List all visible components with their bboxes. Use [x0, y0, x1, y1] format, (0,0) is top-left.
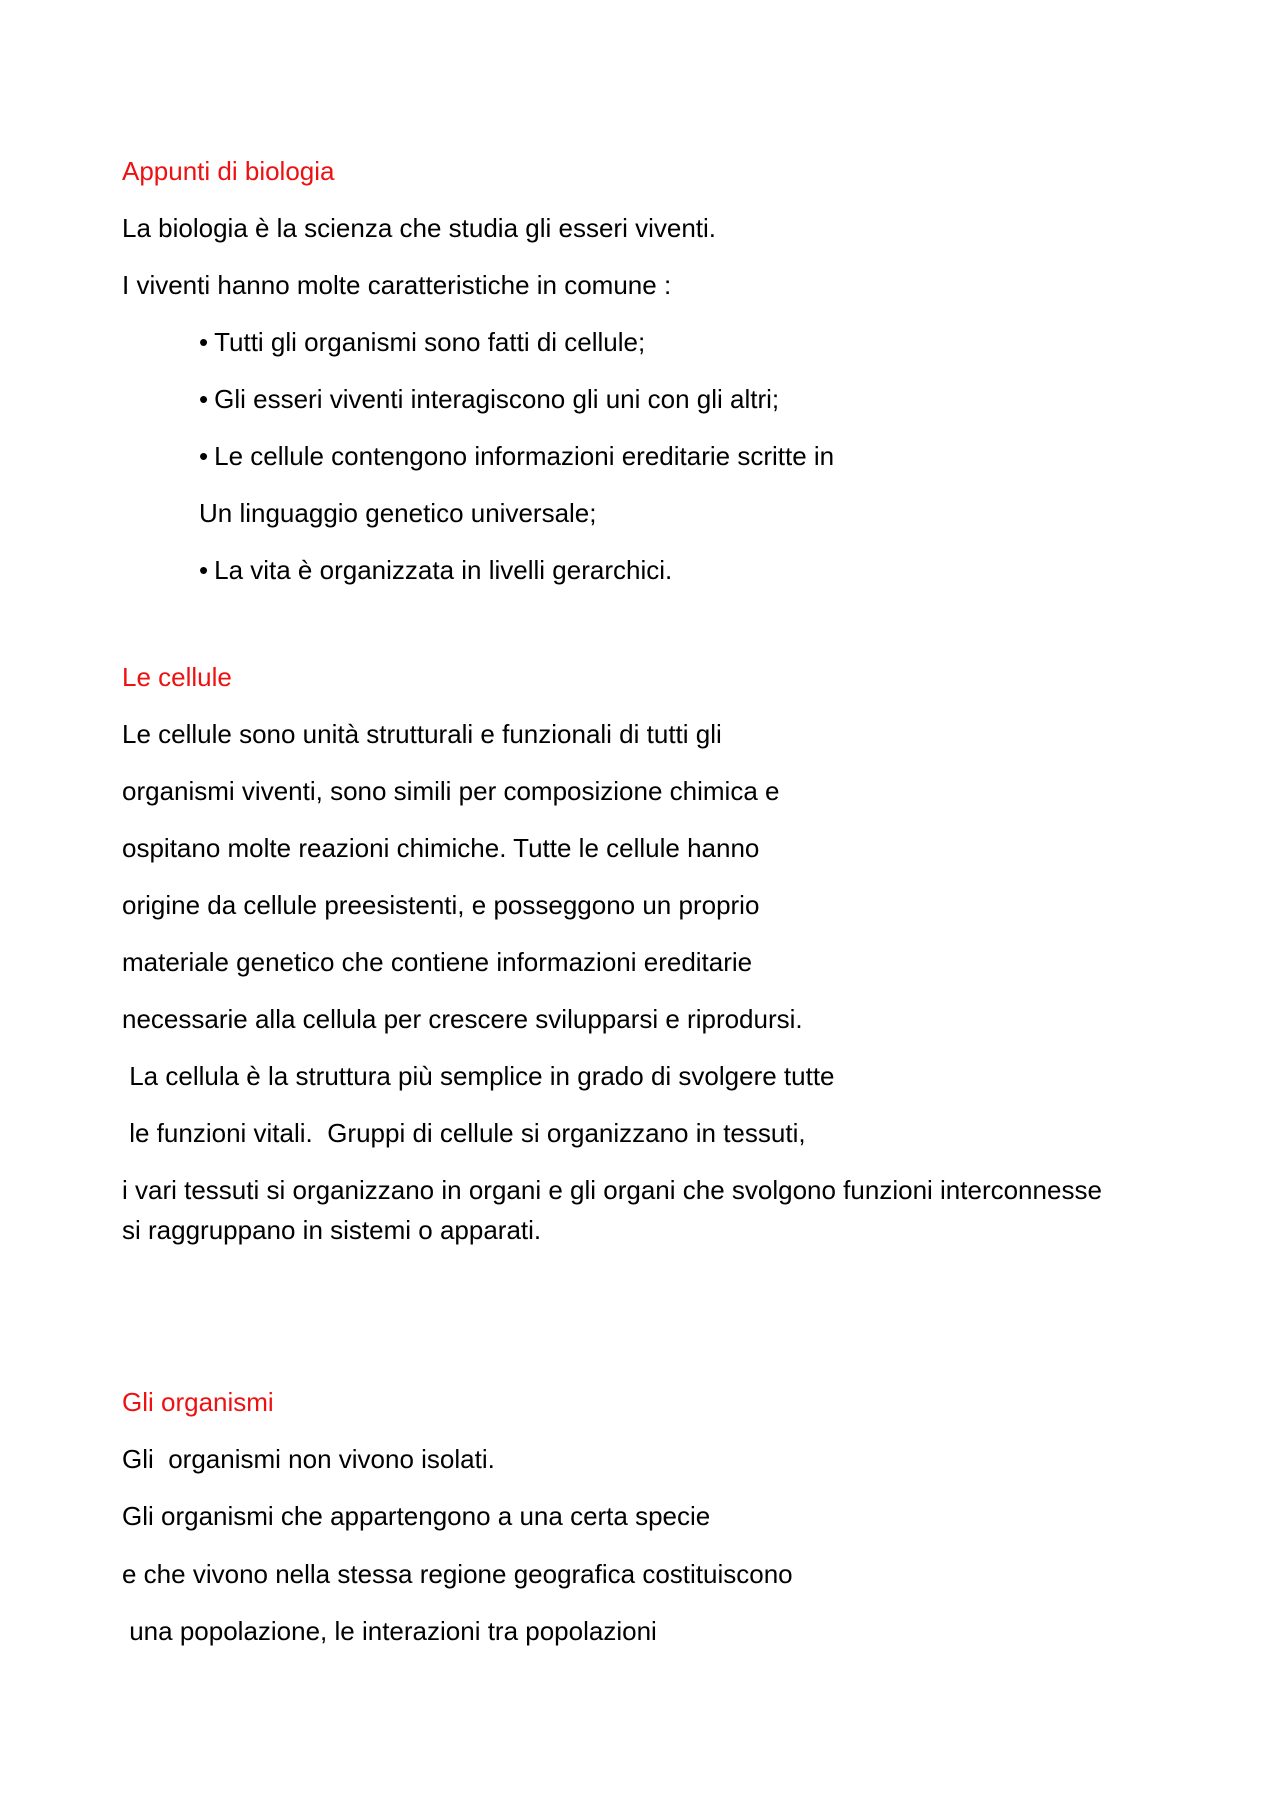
bullet-icon: • [199, 441, 209, 471]
section-heading-intro: Appunti di biologia [122, 156, 335, 186]
section-heading-cells: Le cellule [122, 662, 232, 692]
paragraph-line: si raggruppano in sistemi o apparati. [122, 1215, 542, 1245]
paragraph-line: e che vivono nella stessa regione geografica costituiscono [122, 1559, 793, 1589]
bullet-text: La vita è organizzata in livelli gerarchici. [214, 555, 673, 585]
paragraph-line: Gli organismi che appartengono a una certa specie [122, 1501, 711, 1531]
bullet-continuation: Un linguaggio genetico universale; [199, 498, 597, 528]
paragraph: La biologia è la scienza che studia gli esseri viventi. [122, 213, 717, 243]
bullet-item [199, 440, 834, 472]
paragraph-line: La cellula è la struttura più semplice in grado di svolgere tutte [122, 1061, 835, 1091]
paragraph-line: i vari tessuti si organizzano in organi e gli organi che svolgono funzioni interconnesse [122, 1175, 1102, 1205]
paragraph-line: Le cellule sono unità strutturali e funzionali di tutti gli [122, 719, 722, 749]
paragraph: I viventi hanno molte caratteristiche in comune : [122, 270, 672, 300]
paragraph-line: materiale genetico che contiene informazioni ereditarie [122, 947, 753, 977]
bullet-icon: • [199, 327, 209, 357]
paragraph-line: Gli organismi non vivono isolati. [122, 1444, 495, 1474]
bullet-icon: • [199, 555, 209, 585]
paragraph-line: origine da cellule preesistenti, e posseggono un proprio [122, 890, 760, 920]
paragraph-line: organismi viventi, sono simili per composizione chimica e [122, 776, 780, 806]
bullet-icon: • [199, 384, 209, 414]
bullet-text: Le cellule contengono informazioni ereditarie scritte in [214, 441, 835, 471]
paragraph-line: le funzioni vitali. Gruppi di cellule si organizzano in tessuti, [122, 1118, 806, 1148]
paragraph-line: una popolazione, le interazioni tra popolazioni [122, 1616, 657, 1646]
bullet-item [199, 554, 672, 586]
paragraph-line: necessarie alla cellula per crescere svilupparsi e riprodursi. [122, 1004, 803, 1034]
bullet-item [199, 383, 779, 415]
bullet-text: Tutti gli organismi sono fatti di cellule; [214, 327, 646, 357]
section-heading-organisms: Gli organismi [122, 1387, 274, 1417]
paragraph-line: ospitano molte reazioni chimiche. Tutte le cellule hanno [122, 833, 760, 863]
bullet-item [199, 326, 645, 358]
bullet-text: Gli esseri viventi interagiscono gli uni con gli altri; [214, 384, 780, 414]
